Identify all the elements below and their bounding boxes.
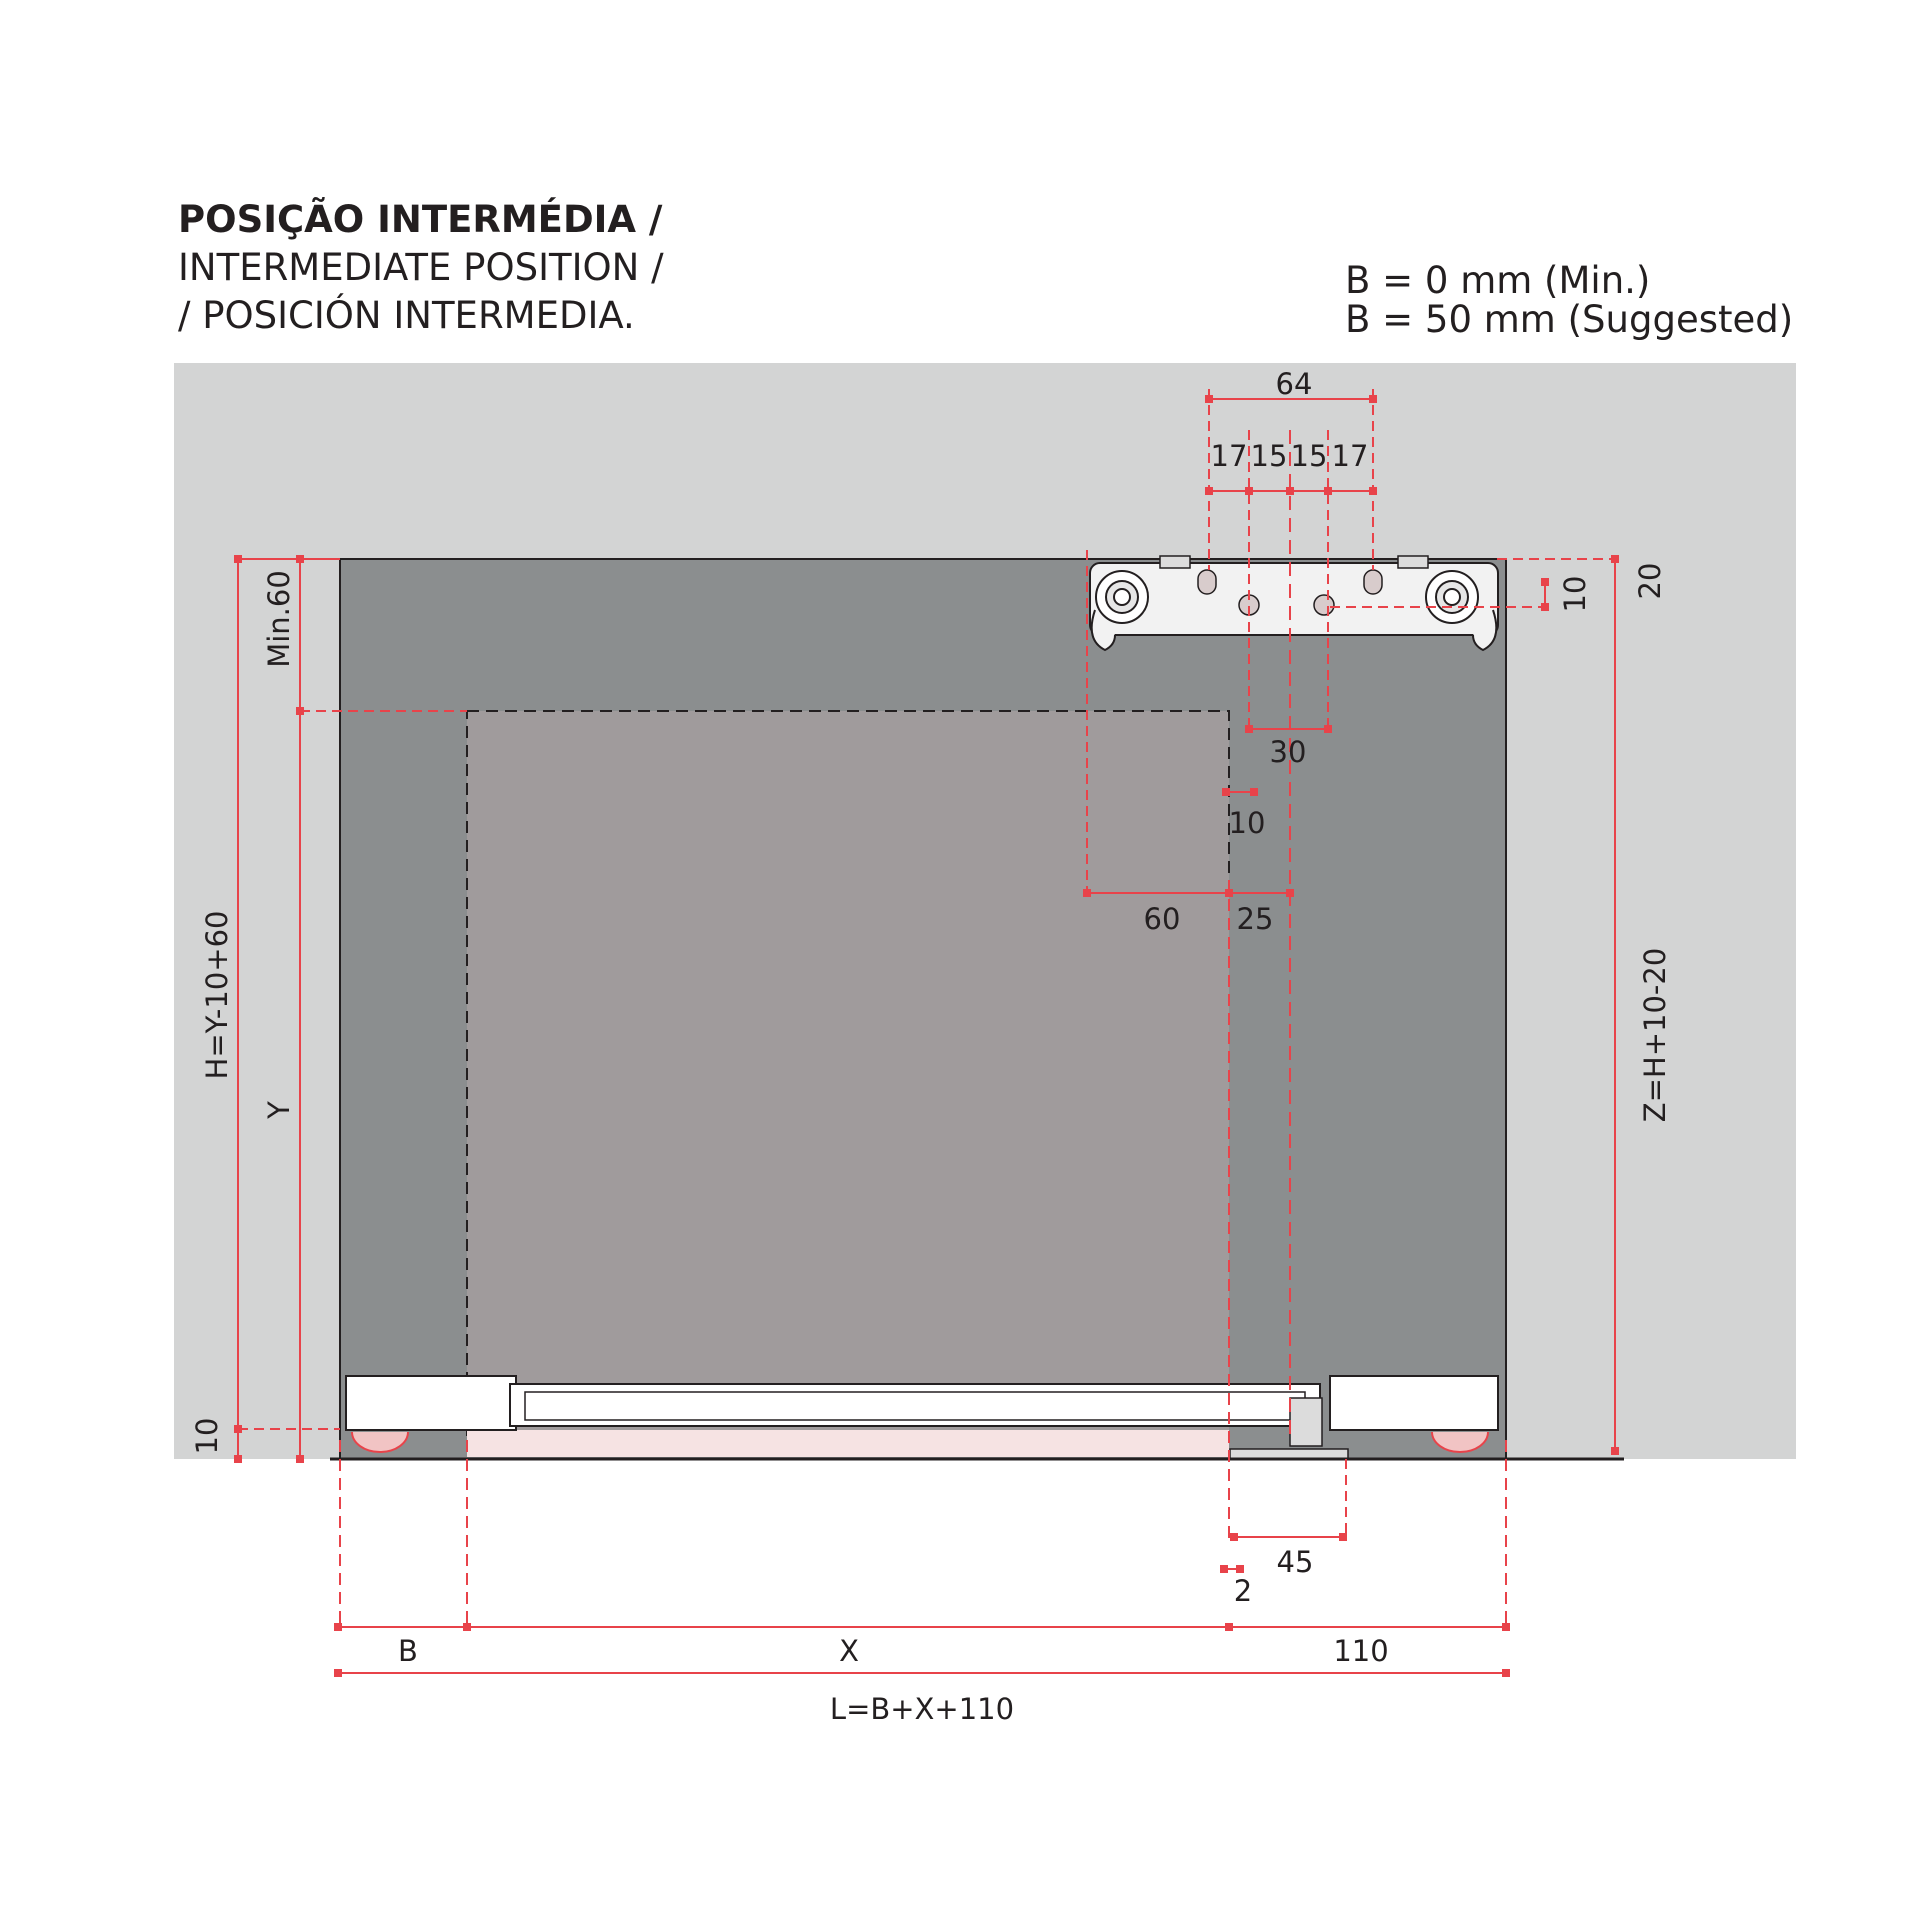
- dim-x: X: [839, 1634, 859, 1668]
- dim-25: 25: [1236, 902, 1274, 936]
- dim-fitting-height: 20: [1633, 562, 1667, 600]
- dim-height-formula: H=Y-10+60: [200, 910, 234, 1080]
- dim-y: Y: [262, 1101, 296, 1119]
- dim-hole-offset: 10: [1558, 575, 1592, 613]
- dim-110: 110: [1333, 1634, 1389, 1668]
- glass-opening: [467, 711, 1229, 1435]
- dim-z-formula: Z=H+10-20: [1638, 947, 1672, 1123]
- bottom-band: [467, 1430, 1229, 1457]
- dim-seg-2: 15: [1250, 439, 1288, 473]
- dim-bottom-10: 10: [190, 1417, 224, 1455]
- dim-seg-3: 15: [1290, 439, 1328, 473]
- title-portuguese: POSIÇÃO INTERMÉDIA /: [178, 198, 663, 241]
- dim-top-total: 64: [1275, 367, 1313, 401]
- dim-60: 60: [1143, 902, 1181, 936]
- note-b-minimum: B = 0 mm (Min.): [1345, 259, 1651, 302]
- dim-guide-45: 45: [1276, 1545, 1314, 1579]
- dim-min-60: Min.60: [262, 570, 296, 668]
- dim-gap-2: 2: [1233, 1574, 1253, 1608]
- title-english: INTERMEDIATE POSITION /: [178, 246, 664, 289]
- top-fitting: [1090, 556, 1498, 650]
- dim-length-formula: L=B+X+110: [829, 1692, 1015, 1726]
- dim-hole-spacing: 30: [1269, 735, 1307, 769]
- dim-offset-10: 10: [1228, 806, 1266, 840]
- dim-seg-4: 17: [1331, 439, 1369, 473]
- dim-b: B: [398, 1634, 418, 1668]
- title-spanish: / POSICIÓN INTERMEDIA.: [178, 294, 635, 337]
- dim-seg-1: 17: [1210, 439, 1248, 473]
- note-b-suggested: B = 50 mm (Suggested): [1345, 298, 1794, 341]
